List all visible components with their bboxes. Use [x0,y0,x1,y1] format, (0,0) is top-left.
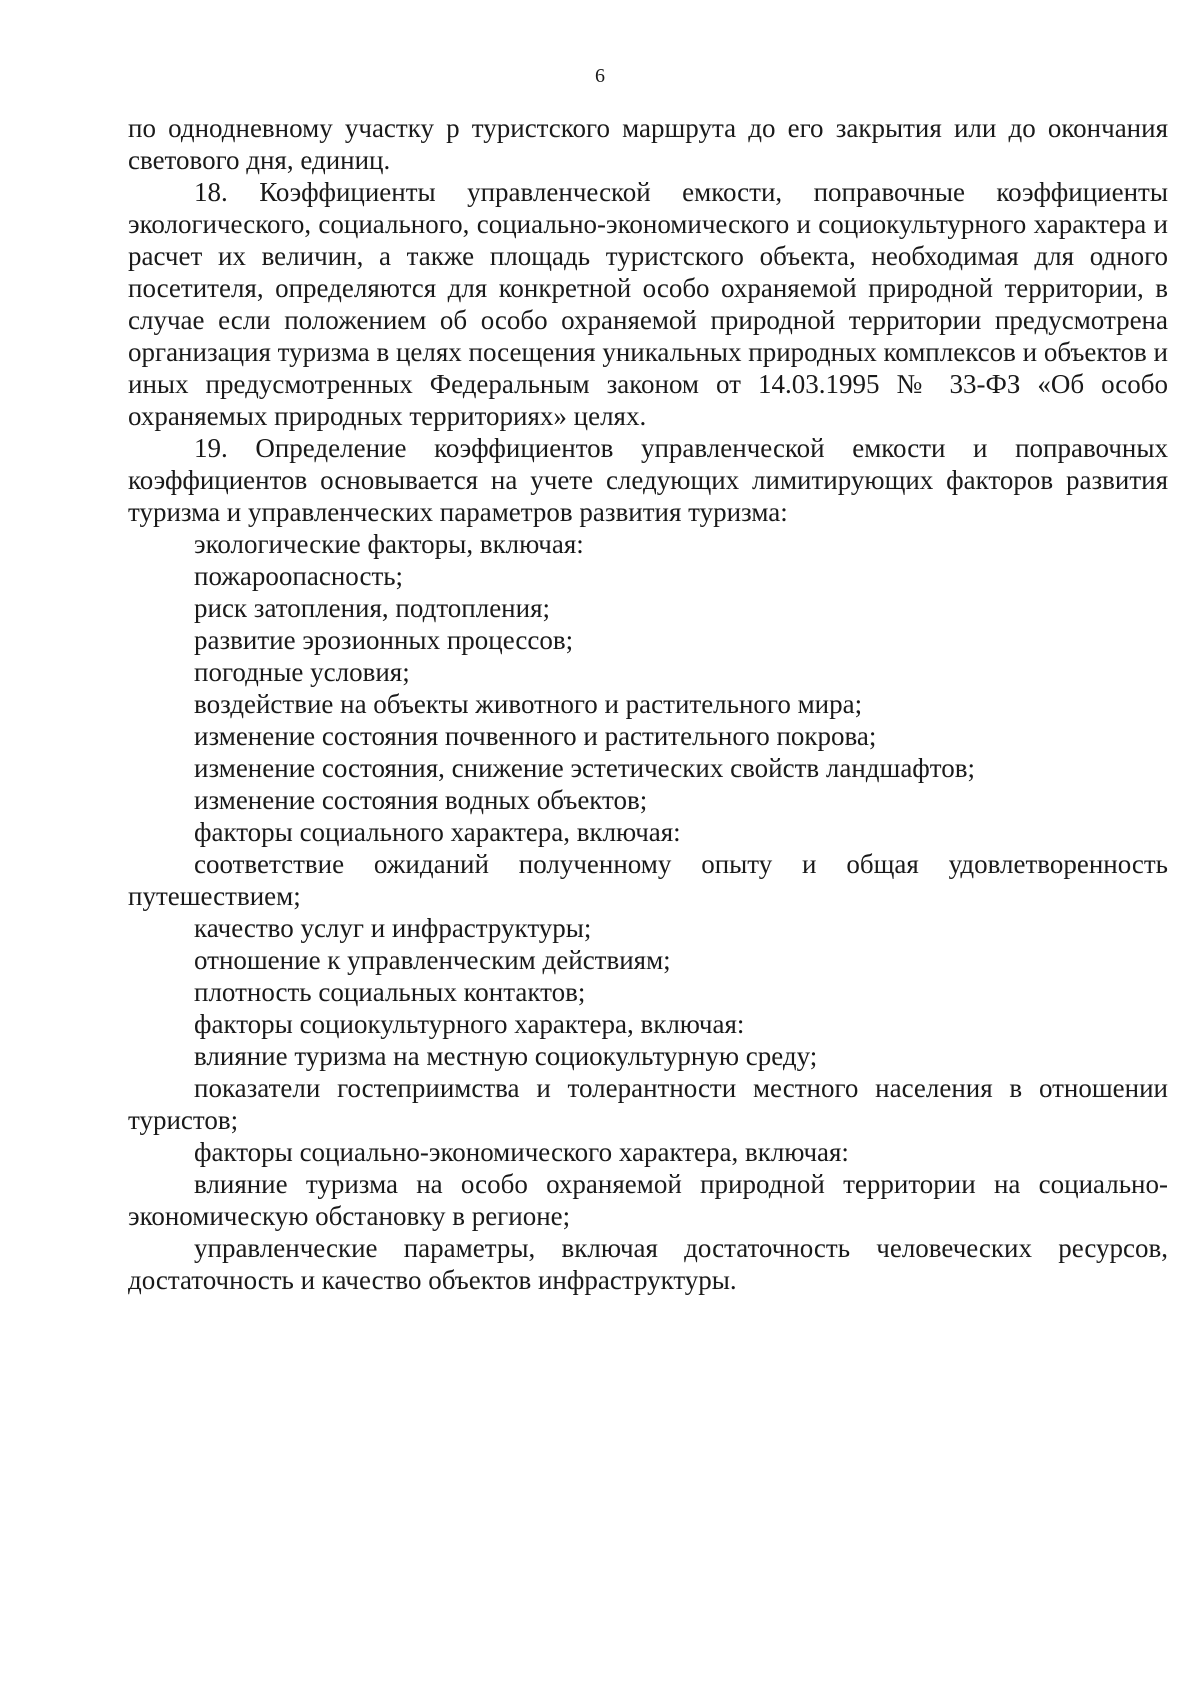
list-item: изменение состояния почвенного и растительного покрова; [194,721,877,751]
factor-group-socioeconomic: факторы социально-экономического характера, включая: [194,1137,849,1167]
list-item: изменение состояния, снижение эстетических свойств ландшафтов; [194,753,975,783]
page-number: 6 [595,65,605,87]
list-item: воздействие на объекты животного и растительного мира; [194,689,863,719]
list-item: риск затопления, подтопления; [194,593,550,623]
factor-group-sociocultural: факторы социокультурного характера, включая: [194,1009,745,1039]
list-item: развитие эрозионных процессов; [194,625,574,655]
list-item: показатели гостеприимства и толерантности местного населения в отношении туристов; [128,1073,1168,1135]
clause-18: 18. Коэффициенты управленческой емкости, поправочные коэффициенты экологического, социального, социально-экономического и социокультурного характера и расчет их величин, а также площадь туристского объекта, необходимая для одного посетителя, определяются для конкретной особо охраняемой природной территории, в случае если положением об особо охраняемой природной территории предусмотрена организация туризма в целях посещения уникальных природных комплексов и объектов и иных предусмотренных Федеральным законом от 14.03.1995 № 33-ФЗ «Об особо охраняемых природных территориях» целях. [128,177,1168,431]
factor-group-social: факторы социального характера, включая: [194,817,681,847]
management-parameters: управленческие параметры, включая достаточность человеческих ресурсов, достаточность и качество объектов инфраструктуры. [128,1233,1168,1295]
list-item: плотность социальных контактов; [194,977,586,1007]
paragraph-continuation: по однодневному участку p туристского маршрута до его закрытия или до окончания светового дня, единиц. [128,113,1168,175]
list-item: изменение состояния водных объектов; [194,785,648,815]
list-item: влияние туризма на местную социокультурную среду; [194,1041,818,1071]
document-body [128,112,1168,1296]
list-item: качество услуг и инфраструктуры; [194,913,592,943]
list-item: отношение к управленческим действиям; [194,945,671,975]
list-item: пожароопасность; [194,561,404,591]
factor-group-ecological: экологические факторы, включая: [194,529,584,559]
list-item: погодные условия; [194,657,410,687]
clause-19: 19. Определение коэффициентов управленческой емкости и поправочных коэффициентов основывается на учете следующих лимитирующих факторов развития туризма и управленческих параметров развития туризма: [128,433,1168,527]
list-item: влияние туризма на особо охраняемой природной территории на социально-экономическую обстановку в регионе; [128,1169,1168,1231]
list-item: соответствие ожиданий полученному опыту и общая удовлетворенность путешествием; [128,849,1168,911]
